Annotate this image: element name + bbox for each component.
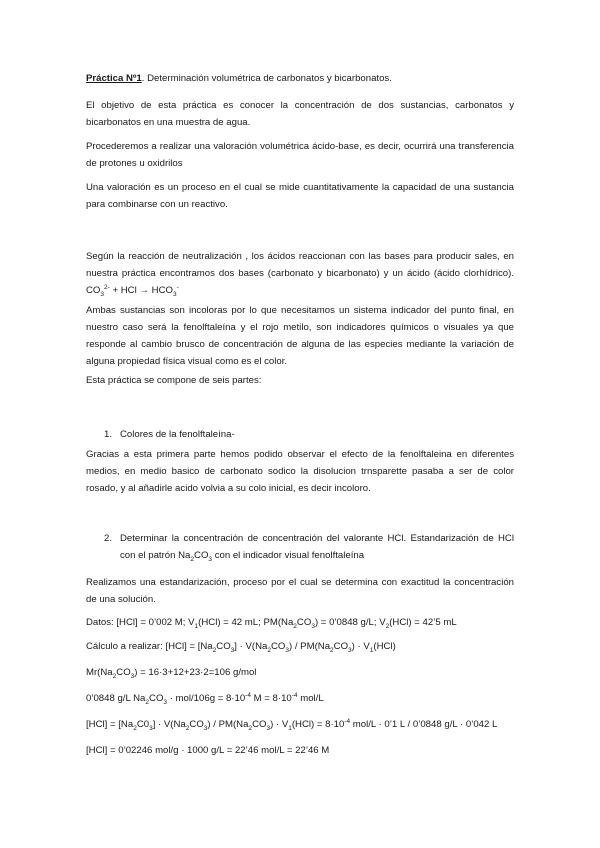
parts-paragraph: Esta práctica se compone de seis partes:: [86, 375, 262, 386]
section2-number: 2.: [104, 533, 113, 544]
datos-line: Datos: [HCl] = 0’002 M; $V_1(HCl) = 42$ mL; $PM(Na_2CO_3)$ = 0’0848 g/L; $V_2(HCl)$ = 42’5 mL: [86, 617, 457, 630]
indicators-paragraph: Ambas sustancias son incoloras por lo que necesitamos un sistema indicador del punto final, en nuestro caso será la fenolftaleína y el rojo metilo, son indicadores químicos o visuales ya que responde al cambio brusco de concentración de alguna de las especies mediante la variación de alguna propiedad física visual como es el color.: [86, 305, 514, 367]
section1-title: Colores de la fenolftaleína-: [120, 429, 235, 440]
section2-body: Realizamos una estandarización, proceso por el cual se determina con exactitud la concentración de una solución.: [86, 577, 514, 605]
section1-number: 1.: [104, 429, 113, 440]
hcl-calc-line: $[HCl] = [Na_2C0_3] \cdot V(Na_2CO_3) / PM(Na_2CO_3) \cdot V_1(HCl) = 8\cdot 10^{-4}$ mol/L · 0’1 L / 0’0848 g/L · 0’042 L: [86, 717, 498, 732]
section1-heading: [0, 426, 600, 443]
section1-body: Gracias a esta primera parte hemos podido observar el efecto de la fenolftaleina en diferentes medios, en medio basico de carbonato sodico la disolucion trnsparette pasaba a ser de color rosado, y al añadirle acido volvia a su colo inicial, es decir incoloro.: [86, 449, 514, 494]
objective-paragraph: El objetivo de esta práctica es conocer la concentración de dos sustancias, carbonatos y bicarbonatos en una muestra de agua.: [86, 100, 514, 128]
title-text: . Determinación volumétrica de carbonatos y bicarbonatos.: [141, 73, 392, 84]
section2-title: Determinar la concentración de concentración del valorante HCl. Estandarización de HCl con el patrón $Na_2CO_3$ con el indicador visual fenolftaleína: [120, 533, 514, 563]
reaction-equation: $CO_3^{2-}$ + HCl → $HCO_3^-$: [86, 283, 179, 298]
mr-line: $Mr(Na_2CO_3) = 16\cdot 3+12+23\cdot 2=106$ g/mol: [86, 667, 257, 680]
practice-number: Práctica Nº1: [86, 73, 142, 84]
document-title: [86, 70, 514, 87]
reaction-paragraph: [86, 248, 514, 299]
conversion-line: 0’0848 g/L $Na_2CO_3 \cdot mol/106g = 8\cdot 10^{-4}$ $M = 8\cdot 10^{-4}$ mol/L: [86, 691, 324, 706]
definition-paragraph: Una valoración es un proceso en el cual se mide cuantitativamente la capacidad de una sustancia para combinarse con un reactivo.: [86, 182, 514, 210]
section2-heading: [0, 530, 600, 564]
hcl-result-line: [HCl] = 0’02246 mol/g · 1000 g/L = 22’46 mol/L = 22’46 M: [86, 745, 330, 756]
reaction-text: Según la reacción de neutralización , los ácidos reaccionan con las bases para producir sales, en nuestra práctica encontramos dos bases (carbonato y bicarbonato) y un ácido (ácido clorhídrico).: [86, 251, 514, 279]
method-paragraph: Procederemos a realizar una valoración volumétrica ácido-base, es decir, ocurrirá una transferencia de protones u oxidrilos: [86, 141, 514, 169]
calculo-line: Cálculo a realizar: $[HCl] = [Na_2CO_3] \cdot V(Na_2CO_3) / PM(Na_2CO_3) \cdot V_1(HCl)$: [86, 641, 396, 654]
